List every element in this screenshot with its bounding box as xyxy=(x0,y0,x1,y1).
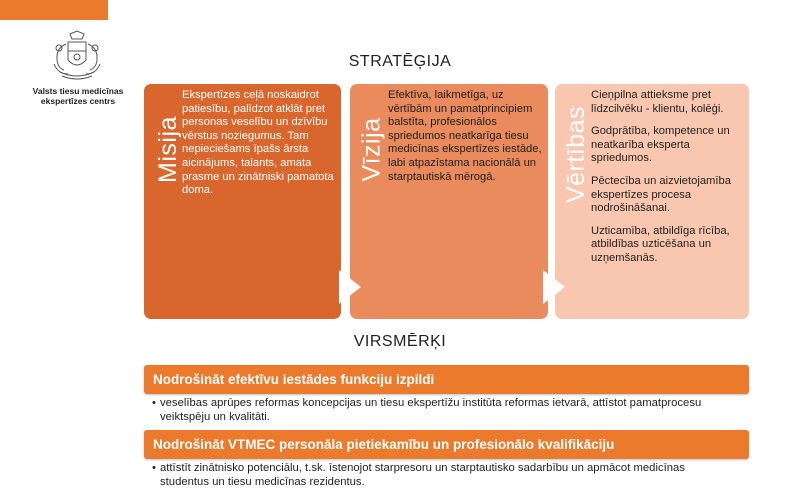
values-item: Cieņpilna attieksme pret līdzcilvēku - klientu, kolēģi. xyxy=(591,89,724,115)
organization-name xyxy=(32,86,124,106)
org-name-line-2: ekspertīzes centrs xyxy=(40,96,116,106)
org-name-line-1: Valsts tiesu medicīnas xyxy=(32,86,124,96)
vision-text: Efektīva, laikmetīga, uz vērtībām un pamatprincipiem balstīta, profesionālos spriedumos neatkarīga tiesu medicīnas ekspertīzes iestāde, labi atpazīstama nacionālā un starptautiskā mērogā. xyxy=(388,89,542,183)
mission-text: Ekspertīzes ceļā noskaidrot patiesību, palīdzot atklāt pret personas veselību un dzīvību vērstus noziegumus. Tam nepieciešams īpašs ārsta aicinājums, talants, amata prasme un zinātniski pamatota doma. xyxy=(182,89,334,197)
goal-bullet-text: veselības aprūpes reformas koncepcijas un tiesu ekspertīžu institūta reformas ietvarā, attīstot pamatprocesu veiktspēju un kvalitāti. xyxy=(160,397,702,423)
mission-label: Misija xyxy=(153,115,182,183)
bullet-icon: • xyxy=(152,462,156,474)
chevron-right-icon xyxy=(541,269,567,305)
chevron-right-icon xyxy=(337,269,363,305)
values-item: Pēctecība un aizvietojamība ekspertīzes procesa nodrošināšanai. xyxy=(591,174,731,215)
goal-bullet-item xyxy=(152,462,720,489)
goals-title: VIRSMĒRĶI xyxy=(353,333,447,350)
goal-bar xyxy=(144,430,749,459)
goal-bullet-text: attīstīt zinātnisko potenciālu, t.sk. īstenojot starpresoru un starptautisko sadarbību un apmācot medicīnas studentus un tiesu medicīnas rezidentus. xyxy=(160,462,685,488)
bullet-icon: • xyxy=(152,397,156,409)
vision-label-box xyxy=(352,84,392,214)
mission-card xyxy=(144,84,341,319)
values-item: Uzticamība, atbildīga rīcība, atbildības uzticēšana un uzņemšanās. xyxy=(591,224,730,264)
goal-bar xyxy=(144,365,749,394)
goal-bullet-item xyxy=(152,397,720,424)
vision-card xyxy=(350,84,548,319)
goal-title: Nodrošināt VTMEC personāla pietiekamību un profesionālo kvalifikāciju xyxy=(153,437,615,452)
values-card xyxy=(555,84,749,319)
values-label: Vērtības xyxy=(562,105,591,203)
values-item: Godprātība, kompetence un neatkarība eksperta spriedumos. xyxy=(591,125,730,165)
goal-title: Nodrošināt efektīvu iestādes funkciju izpildi xyxy=(153,372,435,387)
values-list xyxy=(591,89,746,275)
top-accent-bar xyxy=(0,0,108,20)
vision-label: Vīzija xyxy=(357,116,386,182)
strategy-title: STRATĒĢIJA xyxy=(348,53,452,70)
